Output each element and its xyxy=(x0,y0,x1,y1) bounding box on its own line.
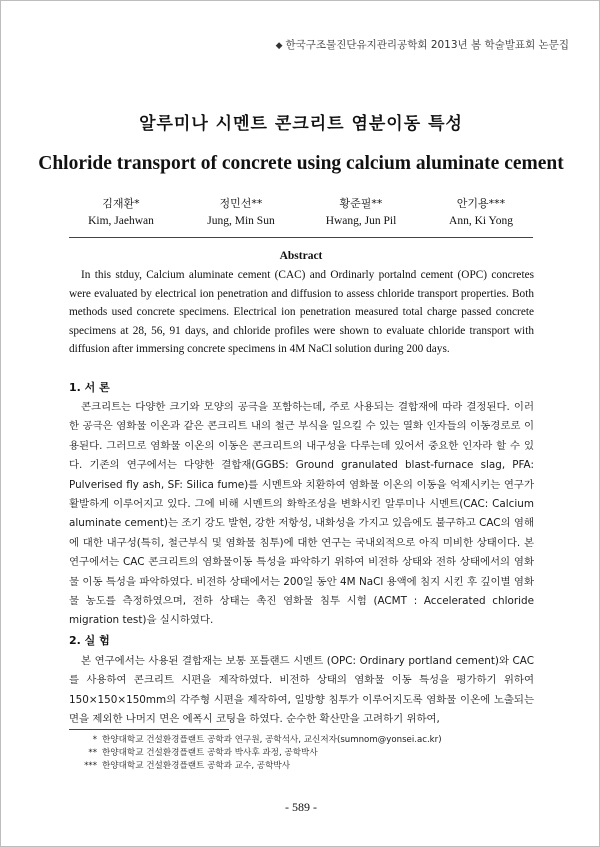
footnote-text: 한양대학교 건설환경플랜트 공학과 교수, 공학박사 xyxy=(102,760,290,771)
author-english-name: Jung, Min Sun xyxy=(207,215,275,227)
running-header-title: 한국구조물진단유지관리공학회 2013년 봄 학술발표회 논문집 xyxy=(285,39,569,51)
section-heading-introduction: 1. 서 론 xyxy=(69,381,110,394)
author xyxy=(421,195,541,227)
author-korean-name: 김재환* xyxy=(102,197,140,210)
footnote-mark: ** xyxy=(88,747,97,758)
author-english-name: Hwang, Jun Pil xyxy=(325,215,397,227)
footnote-text: 한양대학교 건설환경플랜트 공학과 박사후 과정, 공학박사 xyxy=(102,747,318,758)
author-korean-name: 황준필** xyxy=(339,197,383,210)
author-english-name: Ann, Ki Yong xyxy=(449,215,513,227)
footnote-divider xyxy=(69,729,229,730)
footnote xyxy=(77,760,442,773)
running-header xyxy=(276,37,569,52)
author xyxy=(301,195,421,227)
page-number: - 589 - xyxy=(285,800,317,814)
footnote xyxy=(77,734,442,747)
author-list xyxy=(61,195,541,227)
footnotes xyxy=(77,734,442,772)
author-english-name: Kim, Jaehwan xyxy=(88,215,154,227)
author xyxy=(61,195,181,227)
author xyxy=(181,195,301,227)
footnote-mark: * xyxy=(92,735,97,745)
footnote-text: 한양대학교 건설환경플랜트 공학과 연구원, 공학석사, 교신저자(sumnom@yonsei.ac.kr) xyxy=(102,735,442,745)
author-korean-name: 정민선** xyxy=(219,197,263,210)
english-title: Chloride transport of concrete using calcium aluminate cement xyxy=(38,153,564,174)
section-heading-experiment: 2. 실 험 xyxy=(69,634,110,647)
section-body-experiment: 본 연구에서는 사용된 결합재는 보통 포틀랜드 시멘트 (OPC: Ordinary portland cement)와 CAC를 사용하여 콘크리트 시편을 제작하였다. 비전하 상태의 염화물 이동 특성을 평가하기 위하여 150×150×150mm의 각주형 시편을 제작하여, 일방향 침투가 이루어지도록 염화물 이온에 노출되는 면을 제외한 나머지 면은 에폭시 코팅을 하였다. 순수한 확산만을 고려하기 위하여, xyxy=(69,655,534,726)
abstract-text: In this stduy, Calcium aluminate cement (CAC) and Ordinarly portalnd cement (OPC) concretes were evaluated by electrical ion penetration and diffusion to assess chloride transport properties. Both methods used concrete specimens. Electrical ion penetration measured total charge passed concrete specimens at 28, 56, 91 days, and chloride profiles were shown to evaluate chloride transport with diffusion after immersing concrete specimens in 4M NaCl solution during 200 days. xyxy=(69,269,534,356)
footnote xyxy=(77,747,442,760)
korean-title: 알루미나 시멘트 콘크리트 염분이동 특성 xyxy=(139,114,463,134)
footnote-mark: *** xyxy=(84,760,97,771)
section-body-introduction: 콘크리트는 다양한 크기와 모양의 공극을 포함하는데, 주로 사용되는 결합재에 따라 결정된다. 이러한 공극은 염화물 이온과 같은 콘크리트 내의 철근 부식을 일으킬 수 있는 열화 인자들의 이동경로로 이용된다. 그러므로 염화물 이온의 이동은 콘크리트의 내구성을 다루는데 있어서 중요한 인자라 할 수 있다. 기존의 연구에서는 다양한 결합재(GGBS: Ground granulated blast-furnace slag, PFA: Pulverised fly ash, SF: Silica fume)를 시멘트와 치환하여 염화물 이온의 이동을 억제시키는 연구가 활발하게 이루어지고 있다. 그에 비해 시멘트의 화학조성을 변화시킨 알루미나 시멘트(CAC: Calcium aluminate cement)는 조기 강도 발현, 강한 저항성, 내화성을 가지고 있음에도 불구하고 CAC의 염해에 대한 내구성(특히, 철근부식 및 염화물 침투)에 대한 연구는 국내외적으로 아직 미비한 상태이다. 본 연구에서는 CAC 콘크리트의 염화물이동 특성을 파악하기 위하여 비전하 상태와 전하 상태에서의 염화물 이동 특성을 파악하였다. 비전하 상태에서는 200일 동안 4M NaCl 용액에 침지 시킨 후 깊이별 염화물 농도를 측정하였으며, 전하 상태는 촉진 염화물 침투 시험 (ACMT : Accelerated chloride migration test)을 실시하였다. xyxy=(69,401,534,627)
abstract-heading: Abstract xyxy=(279,250,323,262)
diamond-bullet-icon: ◆ xyxy=(275,41,283,51)
divider xyxy=(69,237,533,238)
author-korean-name: 안기용*** xyxy=(456,197,506,210)
